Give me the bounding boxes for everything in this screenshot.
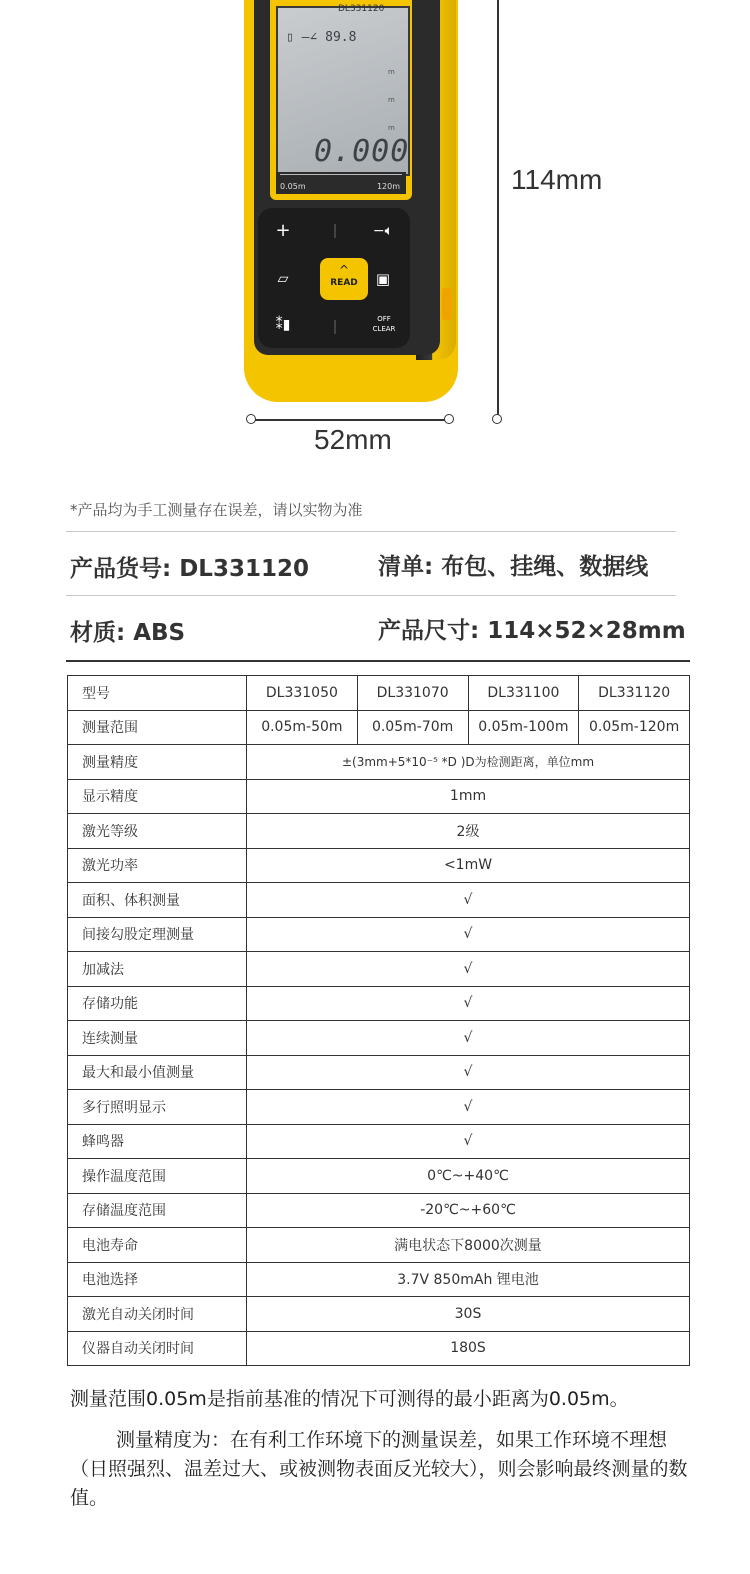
table-row (68, 848, 690, 883)
range-scale (276, 172, 406, 194)
off-clear-key (366, 314, 402, 334)
size-info (378, 612, 686, 645)
range-footnote: 测量范围0.05m是指前基准的情况下可测得的最小距离为0.05m。 (70, 1388, 629, 1410)
table-cell-label: 激光自动关闭时间 (68, 1297, 247, 1332)
table-cell-value: √ (247, 1090, 690, 1125)
range-cell: 0.05m-70m (357, 710, 468, 745)
clear-label: CLEAR (372, 325, 396, 333)
table-cell-label: 面积、体积测量 (68, 883, 247, 918)
table-cell-value: <1mW (247, 848, 690, 883)
table-row (68, 779, 690, 814)
read-arrow-icon: ^ (338, 263, 350, 277)
lcd-angle-value: 89.8 (325, 30, 357, 45)
list-label: 清单: (378, 554, 434, 580)
table-header-row (68, 676, 690, 711)
material-value: ABS (133, 620, 186, 646)
area-volume-icon: ▱ (277, 271, 289, 287)
table-row (68, 1159, 690, 1194)
model-cell: DL331100 (468, 676, 579, 711)
table-row (68, 1262, 690, 1297)
table-cell-value: 0℃~+40℃ (247, 1159, 690, 1194)
table-cell-label: 电池寿命 (68, 1228, 247, 1263)
table-cell-value: 1mm (247, 779, 690, 814)
width-dimension-end (444, 414, 454, 424)
table-row (68, 917, 690, 952)
model-cell: DL331070 (357, 676, 468, 711)
width-dimension-label: 52mm (314, 424, 392, 455)
range-cell: 0.05m-120m (579, 710, 690, 745)
sku-label: 产品货号: (70, 556, 172, 582)
scale-min: 0.05m (280, 182, 306, 191)
list-value: 布包、挂绳、数据线 (441, 554, 649, 580)
sku-value: DL331120 (179, 556, 309, 582)
table-cell-value: 2级 (247, 814, 690, 849)
table-cell-value: 30S (247, 1297, 690, 1332)
table-row (68, 745, 690, 780)
range-cell: 0.05m-50m (247, 710, 358, 745)
measurement-note: *产品均为手工测量存在误差，请以实物为准 (70, 501, 363, 519)
width-dimension-start (246, 414, 256, 424)
table-row (68, 1193, 690, 1228)
product-image (244, 0, 460, 404)
table-cell-label: 仪器自动关闭时间 (68, 1331, 247, 1366)
size-value: 114×52×28mm (487, 618, 686, 644)
scale-max: 120m (376, 182, 400, 191)
range-cell: 0.05m-100m (468, 710, 579, 745)
table-row (68, 1090, 690, 1125)
table-row (68, 883, 690, 918)
divider (66, 660, 690, 662)
table-cell-label: 加减法 (68, 952, 247, 987)
table-cell-label: 蜂鸣器 (68, 1124, 247, 1159)
table-cell-value: √ (247, 1055, 690, 1090)
table-cell-label: 连续测量 (68, 1021, 247, 1056)
table-cell-value: 180S (247, 1331, 690, 1366)
table-cell-value: 满电状态下8000次测量 (247, 1228, 690, 1263)
table-row (68, 1021, 690, 1056)
table-cell-label: 操作温度范围 (68, 1159, 247, 1194)
divider (66, 595, 676, 596)
lcd-screen (276, 6, 410, 176)
key-divider (334, 224, 336, 238)
table-row (68, 952, 690, 987)
table-cell-value: ±(3mm+5*10⁻⁵ *D )D为检测距离，单位mm (247, 745, 690, 780)
spec-table (67, 675, 690, 1366)
off-label: OFF (377, 315, 391, 323)
plus-key: + (275, 220, 291, 241)
keypad (258, 208, 410, 348)
material-label: 材质: (70, 620, 126, 646)
lcd-top-row: ▯ —∠ 89.8 (286, 30, 357, 45)
table-row (68, 1055, 690, 1090)
table-row (68, 1297, 690, 1332)
screen-model: DL331120 (338, 4, 385, 14)
device-side-button (442, 288, 452, 320)
table-cell-value: √ (247, 952, 690, 987)
model-cell: DL331050 (247, 676, 358, 711)
read-key (320, 258, 368, 300)
read-label: READ (330, 278, 358, 288)
size-label: 产品尺寸: (378, 618, 480, 644)
minus-glyph: − (372, 223, 385, 239)
table-cell-label: 测量精度 (68, 745, 247, 780)
model-cell: DL331120 (579, 676, 690, 711)
settings-unit-icon: ⁑▮ (275, 317, 291, 333)
lcd-unit-1: m (388, 68, 395, 76)
table-row-range (68, 710, 690, 745)
table-cell-value: √ (247, 1124, 690, 1159)
package-list (378, 548, 648, 581)
lcd-unit-2: m (388, 96, 395, 104)
lcd-main-value: 0.000 (314, 134, 410, 169)
minus-volume-key: −🔈︎ (372, 223, 394, 239)
table-cell-label: 激光功率 (68, 848, 247, 883)
table-cell-label: 最大和最小值测量 (68, 1055, 247, 1090)
table-cell-value: √ (247, 917, 690, 952)
height-dimension-end (492, 414, 502, 424)
table-cell-value: √ (247, 1021, 690, 1056)
table-cell-label: 激光等级 (68, 814, 247, 849)
table-row (68, 1331, 690, 1366)
table-cell-label: 电池选择 (68, 1262, 247, 1297)
table-cell-value: -20℃~+60℃ (247, 1193, 690, 1228)
table-row (68, 1228, 690, 1263)
table-cell-label: 显示精度 (68, 779, 247, 814)
table-cell-label: 型号 (68, 676, 247, 711)
height-dimension-line (497, 0, 499, 420)
accuracy-footnote: 测量精度为：在有利工作环境下的测量误差，如果工作环境不理想（日照强烈、温差过大、或被测物表面反光较大），则会影响最终测量的数值。 (70, 1429, 688, 1509)
table-cell-label: 存储温度范围 (68, 1193, 247, 1228)
height-dimension-label: 114mm (511, 164, 603, 195)
divider (66, 531, 676, 532)
table-cell-value: √ (247, 883, 690, 918)
table-cell-value: 3.7V 850mAh 锂电池 (247, 1262, 690, 1297)
save-icon: ▣ (375, 270, 391, 288)
width-dimension-line (252, 419, 450, 421)
lcd-unit-3: m (388, 124, 395, 132)
table-cell-label: 测量范围 (68, 710, 247, 745)
table-row (68, 1124, 690, 1159)
key-divider (334, 320, 336, 334)
table-cell-label: 间接勾股定理测量 (68, 917, 247, 952)
table-cell-label: 存储功能 (68, 986, 247, 1021)
material-info (70, 614, 185, 647)
table-cell-label: 多行照明显示 (68, 1090, 247, 1125)
table-row (68, 986, 690, 1021)
table-cell-value: √ (247, 986, 690, 1021)
table-row (68, 814, 690, 849)
sku-info (70, 550, 309, 583)
